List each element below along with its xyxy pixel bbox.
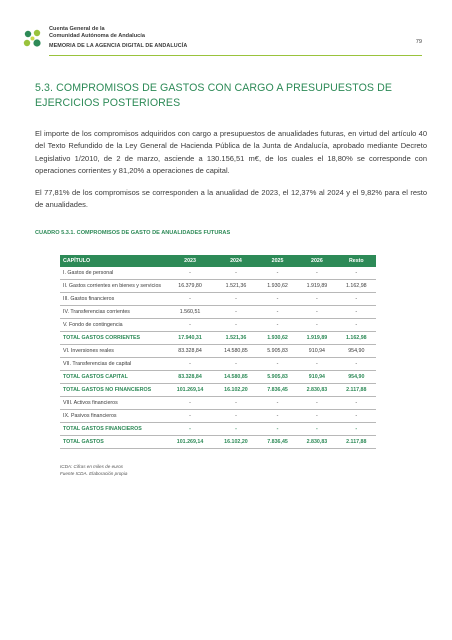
row-value: 5.905,83	[258, 345, 297, 358]
row-value: -	[166, 267, 214, 280]
row-value: 83.328,84	[166, 345, 214, 358]
table-row	[60, 293, 376, 306]
row-value: 2.830,83	[297, 436, 336, 449]
row-label: V. Fondo de contingencia	[60, 319, 166, 332]
row-value: 101.269,14	[166, 436, 214, 449]
row-label: IX. Pasivos financieros	[60, 410, 166, 423]
row-value: -	[258, 410, 297, 423]
row-value: 14.580,85	[214, 371, 258, 384]
table-total-row	[60, 384, 376, 397]
row-value: 16.102,20	[214, 436, 258, 449]
row-value: -	[214, 358, 258, 371]
row-value: 1.919,89	[297, 332, 336, 345]
row-value: -	[258, 293, 297, 306]
page-header	[22, 26, 430, 56]
row-label: IV. Transferencias corrientes	[60, 306, 166, 319]
row-value: -	[214, 293, 258, 306]
row-value: 910,94	[297, 345, 336, 358]
table-row	[60, 280, 376, 293]
row-value: 1.919,89	[297, 280, 336, 293]
row-value: -	[337, 293, 376, 306]
table-row	[60, 267, 376, 280]
document-title: MEMORIA DE LA AGENCIA DIGITAL DE ANDALUCÍA	[49, 43, 188, 49]
table-row	[60, 410, 376, 423]
row-value: -	[258, 319, 297, 332]
row-value: -	[297, 423, 336, 436]
org-line-2: Comunidad Autónoma de Andalucía	[49, 33, 145, 39]
row-value: 7.836,45	[258, 436, 297, 449]
header-divider	[49, 55, 422, 56]
row-value: -	[214, 267, 258, 280]
row-value: -	[166, 423, 214, 436]
table-row	[60, 397, 376, 410]
row-value: -	[337, 358, 376, 371]
row-label: TOTAL GASTOS CORRIENTES	[60, 332, 166, 345]
row-value: 1.521,36	[214, 332, 258, 345]
header-capitulo: CAPÍTULO	[60, 255, 166, 267]
row-value: 14.580,85	[214, 345, 258, 358]
table-total-row	[60, 332, 376, 345]
row-value: 7.836,45	[258, 384, 297, 397]
row-value: -	[297, 410, 336, 423]
andalucia-logo-icon	[22, 28, 44, 50]
header-2023: 2023	[166, 255, 214, 267]
paragraph-1: El importe de los compromisos adquiridos con cargo a presupuestos de anualidades futuras, en virtud del artículo 40 del Texto Refundido de la Ley General de Hacienda Pública de la Junta de Andalucía, aprobado mediante Decreto Legislativo 1/2010, de 2 de marzo, asciende a 130.156,51 m€, de los cuales el 18,80% se corresponde con operaciones corrientes y 81,20% a operaciones de capital.	[35, 129, 427, 176]
table-body	[60, 267, 376, 449]
row-value: -	[337, 319, 376, 332]
row-value: -	[337, 423, 376, 436]
table-row	[60, 345, 376, 358]
row-value: -	[166, 410, 214, 423]
row-value: -	[166, 358, 214, 371]
paragraph-2: El 77,81% de los compromisos se corresponden a la anualidad de 2023, el 12,37% al 2024 y el 9,82% para el resto de anualidades.	[35, 188, 427, 210]
row-value: 5.905,83	[258, 371, 297, 384]
row-value: -	[166, 319, 214, 332]
organization-name	[49, 26, 145, 40]
row-value: -	[214, 306, 258, 319]
row-value: -	[166, 293, 214, 306]
header-2024: 2024	[214, 255, 258, 267]
row-label: TOTAL GASTOS NO FINANCIEROS	[60, 384, 166, 397]
row-value: 910,94	[297, 371, 336, 384]
header-2026: 2026	[297, 255, 336, 267]
row-value: 101.269,14	[166, 384, 214, 397]
row-value: -	[297, 397, 336, 410]
table-header-row	[60, 255, 376, 267]
row-value: 2.830,83	[297, 384, 336, 397]
row-value: -	[337, 410, 376, 423]
table-caption: CUADRO 5.3.1. COMPROMISOS DE GASTO DE ANUALIDADES FUTURAS	[35, 230, 231, 236]
row-label: III. Gastos financieros	[60, 293, 166, 306]
row-value: -	[337, 397, 376, 410]
row-value: 1.162,98	[337, 280, 376, 293]
row-value: 16.379,80	[166, 280, 214, 293]
row-label: II. Gastos corrientes en bienes y servicios	[60, 280, 166, 293]
row-value: 954,90	[337, 345, 376, 358]
row-label: TOTAL GASTOS CAPITAL	[60, 371, 166, 384]
row-value: -	[337, 267, 376, 280]
row-value: 83.328,84	[166, 371, 214, 384]
row-value: 1.162,98	[337, 332, 376, 345]
row-value: -	[297, 293, 336, 306]
row-value: 1.930,62	[258, 280, 297, 293]
table-row	[60, 306, 376, 319]
commitments-table	[60, 255, 376, 449]
row-label: TOTAL GASTOS	[60, 436, 166, 449]
row-value: -	[297, 319, 336, 332]
row-value: 2.117,88	[337, 384, 376, 397]
table-row	[60, 358, 376, 371]
row-label: I. Gastos de personal	[60, 267, 166, 280]
row-value: -	[258, 423, 297, 436]
row-value: -	[258, 267, 297, 280]
table-note: ICDA: Cifras en miles de euros	[60, 464, 124, 469]
org-line-1: Cuenta General de la	[49, 26, 105, 32]
row-value: -	[297, 306, 336, 319]
table-total-row	[60, 423, 376, 436]
table-total-row	[60, 436, 376, 449]
row-label: VIII. Activos financieros	[60, 397, 166, 410]
row-value: -	[166, 397, 214, 410]
row-value: -	[214, 423, 258, 436]
row-value: 17.940,31	[166, 332, 214, 345]
row-value: 1.930,62	[258, 332, 297, 345]
row-value: 1.521,36	[214, 280, 258, 293]
section-title: 5.3. COMPROMISOS DE GASTOS CON CARGO A PRESUPUESTOS DE EJERCICIOS POSTERIORES	[35, 82, 393, 109]
row-label: VI. Inversiones reales	[60, 345, 166, 358]
header-2025: 2025	[258, 255, 297, 267]
row-label: VII. Transferencias de capital	[60, 358, 166, 371]
row-value: -	[297, 267, 336, 280]
table-source: Fuente ICDA. Elaboración propia	[60, 471, 128, 476]
row-value: -	[258, 358, 297, 371]
row-value: 16.102,20	[214, 384, 258, 397]
page-number: 79	[415, 39, 422, 45]
table-row	[60, 319, 376, 332]
row-value: -	[258, 397, 297, 410]
row-value: -	[214, 319, 258, 332]
row-value: 1.560,51	[166, 306, 214, 319]
row-value: 2.117,88	[337, 436, 376, 449]
row-value: -	[214, 410, 258, 423]
header-resto: Resto	[337, 255, 376, 267]
row-value: -	[297, 358, 336, 371]
row-value: -	[214, 397, 258, 410]
row-value: -	[258, 306, 297, 319]
table-total-row	[60, 371, 376, 384]
row-value: 954,90	[337, 371, 376, 384]
row-label: TOTAL GASTOS FINANCIEROS	[60, 423, 166, 436]
row-value: -	[337, 306, 376, 319]
